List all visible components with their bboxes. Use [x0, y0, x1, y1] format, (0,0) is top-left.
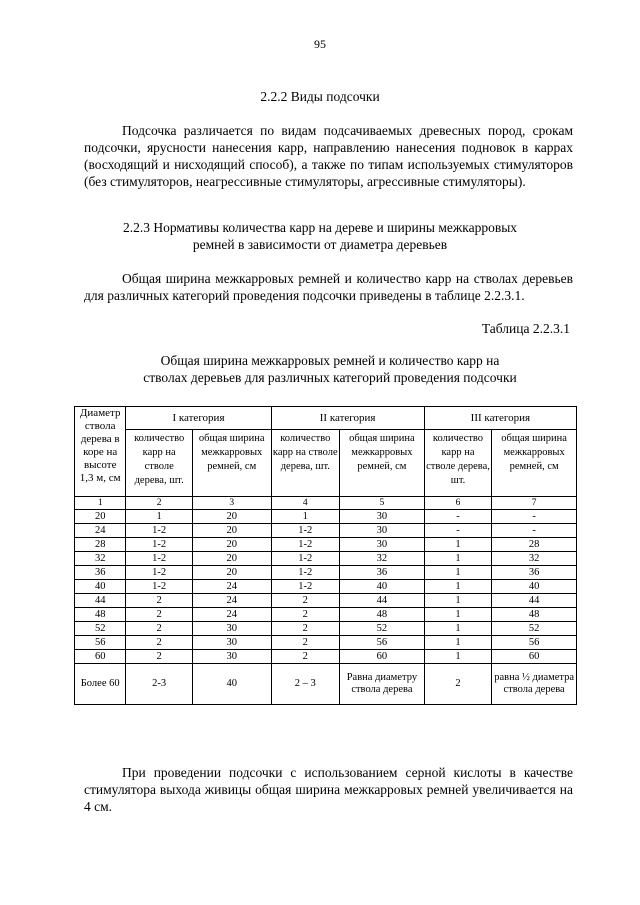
header-diameter: Диаметр ствола дерева в коре на высоте 1,3 м, см [75, 407, 126, 497]
table-reference: Таблица 2.2.3.1 [481, 321, 570, 336]
table-cell: 60 [75, 650, 126, 664]
table-cell: 48 [492, 608, 577, 622]
table-cell: 2 [424, 664, 492, 705]
table-cell: 30 [340, 524, 425, 538]
table-cell: 1-2 [271, 524, 340, 538]
table-cell: 2 [126, 650, 193, 664]
table-cell: 36 [492, 566, 577, 580]
table-cell: 20 [192, 538, 271, 552]
column-number: 3 [192, 497, 271, 510]
table-cell: 40 [75, 580, 126, 594]
column-number: 5 [340, 497, 425, 510]
table-cell: - [424, 524, 492, 538]
table-cell: 1 [126, 510, 193, 524]
table-cell: 20 [192, 510, 271, 524]
table-row [75, 566, 577, 580]
table-cell: 28 [492, 538, 577, 552]
table-cell: 60 [492, 650, 577, 664]
table-cell: 56 [492, 636, 577, 650]
table-cell: 1-2 [126, 566, 193, 580]
section-title-2-2-3-line2: ремней в зависимости от диаметра деревьев [192, 237, 448, 252]
table-caption-line1: Общая ширина межкарровых ремней и количество карр на [160, 353, 500, 368]
table-cell: 60 [340, 650, 425, 664]
table-cell: 1 [424, 538, 492, 552]
table-cell: 56 [75, 636, 126, 650]
table-cell: 2 – 3 [271, 664, 340, 705]
table-cell: 52 [75, 622, 126, 636]
table-cell: 20 [192, 552, 271, 566]
table-cell: 28 [75, 538, 126, 552]
table-cell: 1-2 [271, 552, 340, 566]
table-cell: 2 [271, 650, 340, 664]
header-category-3: III категория [424, 407, 576, 430]
table-row [75, 664, 577, 705]
table-cell: 1-2 [271, 538, 340, 552]
table-row [75, 524, 577, 538]
table-row [75, 650, 577, 664]
table-cell: 44 [492, 594, 577, 608]
table-cell: 40 [340, 580, 425, 594]
table-cell: 1-2 [126, 524, 193, 538]
table-cell: 30 [192, 650, 271, 664]
table-cell: 24 [75, 524, 126, 538]
table-cell: 2 [271, 636, 340, 650]
table-cell: 30 [340, 538, 425, 552]
table-cell: 20 [192, 524, 271, 538]
table-cell: 1 [424, 650, 492, 664]
table-cell: 1 [424, 594, 492, 608]
section-title-2-2-3-line1: 2.2.3 Нормативы количества карр на дереве и ширины межкарровых [122, 220, 518, 235]
header-category-1: I категория [126, 407, 271, 430]
table-cell: Равна диаметру ствола дерева [340, 664, 425, 705]
table-cell: 40 [492, 580, 577, 594]
table-cell: 40 [192, 664, 271, 705]
subheader-cat3-count: количество карр на стволе дерева, шт. [424, 430, 492, 497]
column-number: 4 [271, 497, 340, 510]
table-cell: Более 60 [75, 664, 126, 705]
table-cell: 1 [271, 510, 340, 524]
table-cell: 2 [126, 608, 193, 622]
table-cell: 24 [192, 580, 271, 594]
page-number: 95 [314, 37, 326, 51]
subheader-cat3-width: общая ширина межкарровых ремней, см [492, 430, 577, 497]
header-category-2: II категория [271, 407, 424, 430]
table-cell: 1-2 [126, 552, 193, 566]
table-cell: 1-2 [126, 538, 193, 552]
table-cell: 44 [340, 594, 425, 608]
table-cell: - [492, 510, 577, 524]
table-row [75, 636, 577, 650]
column-number: 1 [75, 497, 126, 510]
section-2-2-3-paragraph: Общая ширина межкарровых ремней и количество карр на стволах деревьев для различных категорий проведения подсочки приведены в таблице 2.2.3.1. [84, 271, 573, 303]
table-cell: 30 [192, 636, 271, 650]
table-cell: 20 [75, 510, 126, 524]
column-number: 7 [492, 497, 577, 510]
table-row [75, 552, 577, 566]
table-cell: равна ½ диаметра ствола дерева [492, 664, 577, 705]
table-cell: 1-2 [271, 566, 340, 580]
table-cell: 56 [340, 636, 425, 650]
table-cell: 2 [126, 622, 193, 636]
footer-paragraph: При проведении подсочки с использованием серной кислоты в качестве стимулятора выхода живицы общая ширина межкарровых ремней увеличивается на 4 см. [84, 765, 573, 814]
table-row [75, 594, 577, 608]
table-row [75, 510, 577, 524]
table-cell: 20 [192, 566, 271, 580]
table-cell: 1 [424, 580, 492, 594]
table-cell: 1 [424, 636, 492, 650]
table-cell: 36 [340, 566, 425, 580]
table-cell: 1 [424, 622, 492, 636]
table-cell: 48 [75, 608, 126, 622]
table-row [75, 580, 577, 594]
subheader-cat1-width: общая ширина межкарровых ремней, см [192, 430, 271, 497]
table-cell: - [492, 524, 577, 538]
column-number: 2 [126, 497, 193, 510]
table-cell: 2-3 [126, 664, 193, 705]
table-cell: 1 [424, 566, 492, 580]
table-caption-line2: стволах деревьев для различных категорий проведения подсочки [143, 370, 517, 385]
table-caption [70, 352, 590, 386]
table-cell: 48 [340, 608, 425, 622]
table-cell: 32 [75, 552, 126, 566]
table-cell: 52 [340, 622, 425, 636]
table-cell: 2 [271, 622, 340, 636]
column-number: 6 [424, 497, 492, 510]
table-cell: 36 [75, 566, 126, 580]
table-cell: 24 [192, 608, 271, 622]
subheader-cat2-width: общая ширина межкарровых ремней, см [340, 430, 425, 497]
table-cell: 30 [192, 622, 271, 636]
table-row [75, 622, 577, 636]
table-column-numbers [75, 497, 577, 510]
table-cell: 44 [75, 594, 126, 608]
table-cell: 32 [492, 552, 577, 566]
table-cell: 2 [126, 594, 193, 608]
table-cell: 2 [126, 636, 193, 650]
subheader-cat2-count: количество карр на стволе дерева, шт. [271, 430, 340, 497]
section-2-2-2-paragraph: Подсочка различается по видам подсачиваемых древесных пород, срокам подсочки, ярусности нанесения карр, направлению нанесения подновок в каррах (восходящий и нисходящий способ), а также по типам используемых стимуляторов (без стимуляторов, неагрессивные стимуляторы, агрессивные стимуляторы). [84, 123, 573, 189]
subheader-cat1-count: количество карр на стволе дерева, шт. [126, 430, 193, 497]
table-cell: 2 [271, 608, 340, 622]
table-header-subcolumns [75, 430, 577, 497]
section-title-2-2-2: 2.2.2 Виды подсочки [260, 89, 380, 104]
table-cell: 24 [192, 594, 271, 608]
table-cell: 2 [271, 594, 340, 608]
data-table [74, 406, 577, 705]
table-cell: 1-2 [126, 580, 193, 594]
table-cell: 30 [340, 510, 425, 524]
table-cell: 52 [492, 622, 577, 636]
table-cell: 32 [340, 552, 425, 566]
table-header-categories [75, 407, 577, 430]
table-cell: - [424, 510, 492, 524]
table-cell: 1 [424, 552, 492, 566]
table-row [75, 538, 577, 552]
table-cell: 1-2 [271, 580, 340, 594]
table-row [75, 608, 577, 622]
table-cell: 1 [424, 608, 492, 622]
